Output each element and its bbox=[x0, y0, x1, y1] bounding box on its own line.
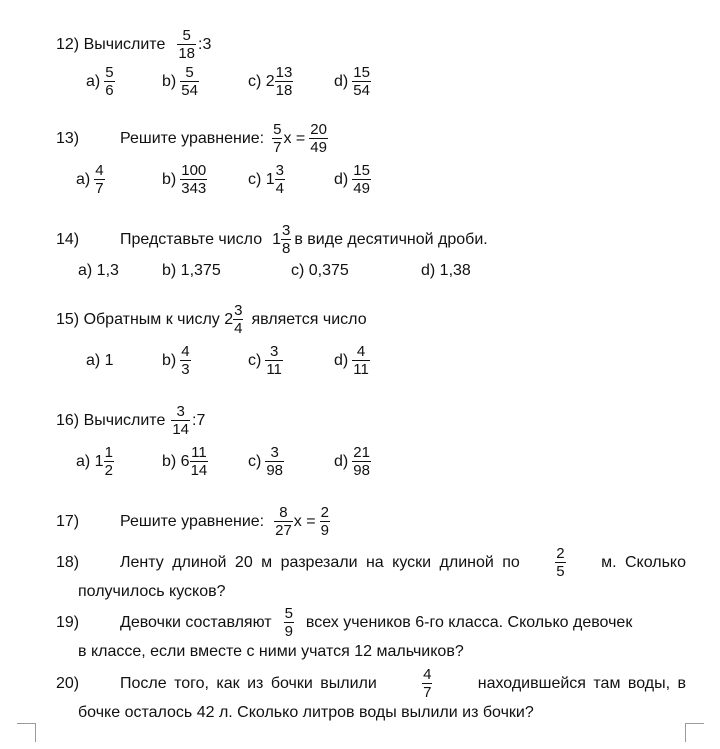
q12-heading bbox=[56, 27, 211, 62]
q15-option-d: d) $\frac{4}{11}$ bbox=[334, 343, 369, 378]
q15-text-before: 15) Обратным к числу 2 bbox=[56, 310, 234, 328]
q12-divisor: :3 bbox=[198, 35, 212, 53]
q17-text: Решите уравнение: bbox=[120, 512, 265, 530]
q19-fraction: $\frac{5}{9}$ bbox=[284, 605, 293, 640]
q18-text-line1-end: м. Сколько bbox=[601, 553, 686, 571]
q17-fraction-1: $\frac{8}{27}$ bbox=[275, 504, 292, 539]
q13-option-a: a) $\frac{4}{7}$ bbox=[76, 162, 104, 197]
q12-option-c: c) 2 $\frac{13}{18}$ bbox=[248, 64, 293, 99]
q20-text-line1: После того, как из бочки вылили bbox=[120, 674, 377, 692]
q16-label: 16) Вычислите bbox=[56, 411, 166, 429]
q15-option-a: a) 1 bbox=[86, 352, 114, 369]
q13-text: Решите уравнение: bbox=[120, 129, 265, 147]
q13-option-b: b) $\frac{100}{343}$ bbox=[162, 162, 207, 197]
q13-heading: 13) Решите уравнение: $\frac{5}{7}$ x = $\frac{20}{49}$ bbox=[56, 121, 327, 156]
q14-text-before: Представьте число bbox=[120, 230, 263, 248]
q16-fraction: $\frac{3}{14}$ bbox=[172, 403, 190, 438]
q13-option-c: c) 1 $\frac{3}{4}$ bbox=[248, 162, 285, 197]
q16-option-d: d) $\frac{21}{98}$ bbox=[334, 444, 370, 479]
q20-text-line2: бочке осталось 42 л. Сколько литров воды вылили из бочки? bbox=[78, 704, 534, 721]
q18-fraction: $\frac{2}{5}$ bbox=[556, 545, 565, 580]
q19-text-line1-end: всех учеников 6-го класса. Сколько девочек bbox=[305, 613, 633, 631]
q14-option-a: a) 1,3 bbox=[78, 262, 119, 279]
q12-option-b: b) $\frac{5}{54}$ bbox=[162, 64, 198, 99]
q16-divisor: :7 bbox=[192, 411, 206, 429]
q13-fraction-1: $\frac{5}{7}$ bbox=[273, 121, 282, 156]
q13-fraction-2: $\frac{20}{49}$ bbox=[310, 121, 327, 156]
q15-text-after: является число bbox=[251, 310, 367, 328]
q20-number: 20) bbox=[56, 674, 80, 692]
q14-fraction: $\frac{3}{8}$ bbox=[282, 222, 291, 257]
q13-option-d: d) $\frac{15}{49}$ bbox=[334, 162, 370, 197]
q12-fraction: $\frac{5}{18}$ bbox=[178, 27, 196, 62]
q18-text-line1: Ленту длиной 20 м разрезали на куски длиной по bbox=[120, 553, 520, 571]
q14-option-d: d) 1,38 bbox=[421, 262, 471, 279]
q20-fraction: $\frac{4}{7}$ bbox=[423, 666, 432, 701]
q19-text-line2: в классе, если вместе с ними учатся 12 мальчиков? bbox=[78, 643, 464, 660]
q15-heading bbox=[56, 302, 367, 337]
q19-text-line1: Девочки составляют bbox=[120, 613, 272, 631]
q14-number: 14) bbox=[56, 230, 80, 248]
q12-label: 12) Вычислите bbox=[56, 35, 166, 53]
q20-block bbox=[56, 666, 686, 723]
q15-option-b: b) $\frac{4}{3}$ bbox=[162, 343, 190, 378]
q16-option-c: c) $\frac{3}{98}$ bbox=[248, 444, 284, 479]
q14-text-after: в виде десятичной дроби. bbox=[294, 230, 488, 248]
q16-option-b: b) 6 $\frac{11}{14}$ bbox=[162, 444, 208, 479]
page-corner-right bbox=[685, 723, 704, 742]
q18-block bbox=[56, 545, 686, 602]
page-corner-left bbox=[17, 723, 36, 742]
q16-heading bbox=[56, 403, 205, 438]
q17-number: 17) bbox=[56, 512, 80, 530]
q17-fraction-2: $\frac{2}{9}$ bbox=[320, 504, 329, 539]
q19-block bbox=[56, 605, 686, 662]
q12-option-d: d) $\frac{15}{54}$ bbox=[334, 64, 370, 99]
q15-fraction: $\frac{3}{4}$ bbox=[234, 302, 243, 337]
q18-text-line2: получилось кусков? bbox=[78, 583, 226, 600]
q16-option-a: a) 1 $\frac{1}{2}$ bbox=[76, 444, 113, 479]
q14-option-c: c) 0,375 bbox=[291, 262, 349, 279]
q13-number: 13) bbox=[56, 129, 80, 147]
q14-heading: 14) Представьте число 1 $\frac{3}{8}$ в виде десятичной дроби. bbox=[56, 222, 488, 257]
q19-number: 19) bbox=[56, 613, 80, 631]
q14-option-b: b) 1,375 bbox=[162, 262, 221, 279]
q17-heading: 17) Решите уравнение: $\frac{8}{27}$ x = $\frac{2}{9}$ bbox=[56, 504, 329, 539]
q15-option-c: c) $\frac{3}{11}$ bbox=[248, 343, 282, 378]
q18-number: 18) bbox=[56, 553, 80, 571]
q20-text-line1-end: находившейся там воды, в bbox=[477, 674, 686, 692]
q12-option-a: a) $\frac{5}{6}$ bbox=[86, 64, 114, 99]
